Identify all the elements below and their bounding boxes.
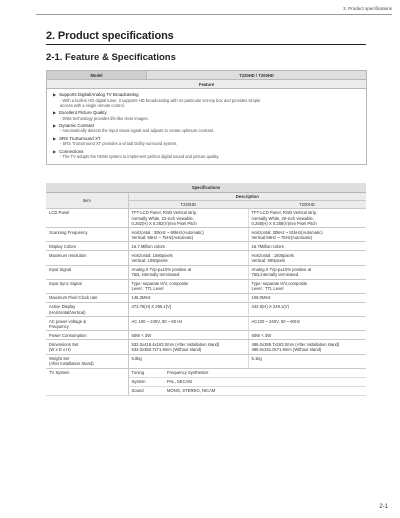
spec-item <box>46 354 128 368</box>
feature-item <box>53 110 360 120</box>
spec-value-t200hd-line: 50W < 3W <box>251 332 272 338</box>
tv-system-value: PAL, SECAM <box>164 377 366 386</box>
spec-value-t220hd <box>128 265 248 279</box>
description-header-row <box>46 192 366 200</box>
spec-value-t200hd <box>248 354 366 368</box>
spec-value-t220hd-line: 50W < 3W <box>131 332 152 338</box>
model-a-header: T220HD <box>128 200 248 208</box>
spec-row <box>46 251 366 265</box>
spec-value-t200hd-line: Horizontal : 1600pixels <box>251 252 294 258</box>
tv-system-label: Sound <box>128 386 164 395</box>
tv-system-value: MONO, STEREO, NICAM <box>164 386 366 395</box>
spec-row <box>46 303 366 317</box>
feature-list <box>47 89 367 164</box>
spec-item: Maximum resolution <box>46 251 128 265</box>
spec-item: LCD Panel <box>46 208 128 227</box>
spec-item-line: (Horizontal/Vertical) <box>49 309 86 315</box>
tv-system-item: TV System <box>46 368 128 395</box>
spec-row <box>46 331 366 340</box>
feature-title-text: Dynamic Contrast <box>59 123 94 129</box>
spec-value-t200hd <box>248 208 366 227</box>
spec-value-t220hd <box>128 331 248 340</box>
spec-item-line: (After installation Stand) <box>49 361 94 367</box>
page-title: 2. Product specifications <box>46 30 174 42</box>
bullet-arrow-icon: ▶ <box>53 110 57 116</box>
feature-title-text: Connections <box>59 148 84 154</box>
feature-title-text: SRS TruSurround XT <box>59 136 101 141</box>
spec-value-t220hd <box>128 279 248 293</box>
spec-item: Scanning Frequency <box>46 228 128 242</box>
spec-value-t220hd-line: 532.0x419.4x183.0mm (After installation stand) <box>131 341 220 347</box>
spec-value-t200hd <box>248 331 366 340</box>
spec-value-t200hd <box>248 242 366 251</box>
model-label: Model <box>47 71 147 80</box>
spec-row <box>46 279 366 293</box>
spec-value-t220hd <box>128 340 248 354</box>
specifications-body <box>46 208 366 395</box>
spec-row <box>46 265 366 279</box>
spec-value-t220hd-line: Vertical: 56Hz ~ 75Hz(Automatic) <box>131 234 194 240</box>
spec-value-t220hd-line: AC 100 ~ 240V, 50 ~ 60 Hz <box>131 318 183 324</box>
spec-value-t220hd <box>128 208 248 227</box>
feature-description: access with a single remote control. <box>60 102 125 108</box>
feature-title-text: Excellent Picture Quality <box>59 110 107 116</box>
spec-value-t200hd <box>248 279 366 293</box>
spec-row <box>46 317 366 331</box>
spec-item: Display Colors <box>46 242 128 251</box>
spec-value-t200hd-line: normally White, 20-inch viewable, <box>251 215 314 221</box>
spec-value-t200hd <box>248 294 366 303</box>
spec-value-t220hd-line: Vertical: 1050pixels <box>131 258 168 264</box>
feature-item <box>53 123 360 133</box>
spec-value-t220hd <box>128 303 248 317</box>
spec-value-t220hd <box>128 251 248 265</box>
feature-label: Feature <box>47 80 367 89</box>
bullet-arrow-icon: ▶ <box>53 136 57 141</box>
specifications-table <box>46 183 366 396</box>
spec-item-line: Dimensions Set <box>49 341 79 347</box>
running-header: 2. Product specifications <box>343 6 392 11</box>
model-row <box>47 71 367 80</box>
description-header: Description <box>128 192 366 200</box>
feature-body-row <box>47 89 367 164</box>
item-header: Item <box>46 192 128 208</box>
spec-value-t220hd-line: 16.7 Million colors <box>131 243 166 249</box>
feature-header-row <box>47 80 367 89</box>
bullet-arrow-icon: ▶ <box>53 92 57 98</box>
spec-value-t200hd-line: Analog 0.7Vp-p±10% positive at <box>251 267 312 273</box>
spec-row <box>46 340 366 354</box>
feature-description: - Automatically detects the input visual signal and adjusts to create optimum contrast. <box>60 128 215 134</box>
feature-description: - With a built-in HD digital tuner, it supports HD broadcasting with no particular set-top box and provides simple <box>60 97 261 103</box>
tv-system-label: Tuning <box>128 368 164 377</box>
spec-value-t220hd-line: normally White, 22-inch viewable, <box>131 215 194 221</box>
spec-value-t200hd <box>248 228 366 242</box>
spec-value-t200hd-line: Horizontal: 30kHz ~ 81kHz(Automatic) <box>251 229 323 235</box>
spec-value-t200hd-line: 442.8(H) X 249.1(V) <box>251 304 289 310</box>
model-b-header: T200HD <box>248 200 366 208</box>
spec-value-t200hd <box>248 340 366 354</box>
spec-item-line: (W x D x H) <box>49 346 71 352</box>
spec-value-t200hd-line: 75Ω,internally terminated <box>251 272 299 278</box>
feature-description: - The TV adopts the HDMI system to implement perfect digital sound and picture quality. <box>60 154 220 159</box>
spec-value-t200hd-line: 0.258(H) X 0.258(V)mm Pixel Pitch <box>251 220 317 226</box>
spec-value-t200hd-line: Vertical: 900pixels <box>251 258 286 264</box>
spec-item: Input Sync Signal <box>46 279 128 293</box>
spec-item <box>46 340 128 354</box>
spec-value-t200hd-line: AC100 ~ 240V, 50 ~ 60Hz <box>251 318 301 324</box>
spec-item-line: Frequency <box>49 323 69 329</box>
spec-value-t200hd-line: TFT-LCD Panel, RGB Vertical strip, <box>251 210 318 216</box>
feature-title-text: Supports Digital/Analog TV Broadcasting <box>59 92 139 98</box>
spec-item <box>46 303 128 317</box>
spec-value-t220hd <box>128 294 248 303</box>
spec-item: Maximum Pixel Clock rate <box>46 294 128 303</box>
spec-row <box>46 354 366 368</box>
spec-value-t220hd-line: 532.0x350.7x71.9mm (Without stand) <box>131 346 202 352</box>
tv-system-label: System <box>128 377 164 386</box>
spec-item-line: AC power voltage & <box>49 318 87 324</box>
feature-item <box>53 92 360 108</box>
spec-value-t200hd <box>248 251 366 265</box>
spec-value-t200hd-line: 486.0x389.7x183.0mm (After installation stand) <box>251 341 340 347</box>
bullet-arrow-icon: ▶ <box>53 148 57 154</box>
spec-value-t200hd-line: 486.0x331.0x71.9mm (Without stand) <box>251 346 322 352</box>
spec-value-t200hd-line: Level : TTL Level <box>251 286 284 292</box>
tv-system-row <box>46 368 366 377</box>
section-subtitle: 2-1. Feature & Specifications <box>46 52 176 63</box>
spec-value-t220hd-line: Analog 0.7Vp-p±10% positive at <box>131 267 192 273</box>
spec-row <box>46 208 366 227</box>
spec-value-t200hd-line: Vertical:56Hz ~ 75Hz(Automatic) <box>251 234 313 240</box>
spec-row <box>46 294 366 303</box>
spec-value-t220hd-line: Level : TTL Level <box>131 286 164 292</box>
spec-item-line: Weight Set <box>49 355 70 361</box>
spec-item-line: Active Display <box>49 304 76 310</box>
spec-value-t220hd <box>128 228 248 242</box>
spec-value-t220hd-line: Horizontal : 30kHz ~ 80kHz(Automatic) <box>131 229 204 235</box>
feature-description: - SRS TruSurround XT provides a virtual Dolby surround system. <box>60 141 178 147</box>
spec-value-t220hd-line: 146.3MHz <box>131 295 151 301</box>
spec-value-t220hd-line: 473.76(H) X 296.1(V) <box>131 304 172 310</box>
spec-value-t200hd <box>248 303 366 317</box>
spec-value-t200hd <box>248 265 366 279</box>
spec-value-t200hd <box>248 317 366 331</box>
spec-value-t220hd-line: Type: separate H/V, composite <box>131 281 189 287</box>
spec-value-t200hd-line: 16.7Million colors <box>251 243 284 249</box>
header-rule <box>36 14 392 15</box>
spec-item <box>46 317 128 331</box>
spec-row <box>46 242 366 251</box>
spec-item: Input Signal <box>46 265 128 279</box>
spec-row <box>46 228 366 242</box>
spec-value-t220hd <box>128 317 248 331</box>
bullet-arrow-icon: ▶ <box>53 123 57 129</box>
spec-value-t200hd-line: 5.1kg <box>251 355 262 361</box>
spec-value-t220hd <box>128 354 248 368</box>
spec-value-t220hd-line: 0.282(H) X 0.282(V)mm Pixel Pitch <box>131 220 197 226</box>
model-value: T220HD / T200HD <box>147 71 367 80</box>
spec-value-t200hd-line: 108.0MHz <box>251 295 271 301</box>
spec-value-t220hd-line: 5.8kg <box>131 355 142 361</box>
feature-item <box>53 136 360 146</box>
feature-item <box>53 149 360 159</box>
specifications-header-row <box>46 183 366 192</box>
spec-value-t220hd-line: TFT-LCD Panel, RGB Vertical strip, <box>131 210 198 216</box>
title-rule <box>46 44 366 45</box>
page-number: 2-1 <box>379 504 388 510</box>
spec-value-t220hd <box>128 242 248 251</box>
tv-system-value: Frequency Synthesize <box>164 368 366 377</box>
feature-table <box>46 70 367 165</box>
specifications-title: Specifications <box>46 183 366 192</box>
spec-item: Power Consumption <box>46 331 128 340</box>
spec-value-t220hd-line: Horizontal: 1680pixels <box>131 252 173 258</box>
feature-description: - DNIe technology provides life-like clear images. <box>60 115 149 121</box>
spec-value-t200hd-line: Type: separate H/V,composite <box>251 281 308 287</box>
spec-value-t220hd-line: 75Ω, internally terminated <box>131 272 180 278</box>
